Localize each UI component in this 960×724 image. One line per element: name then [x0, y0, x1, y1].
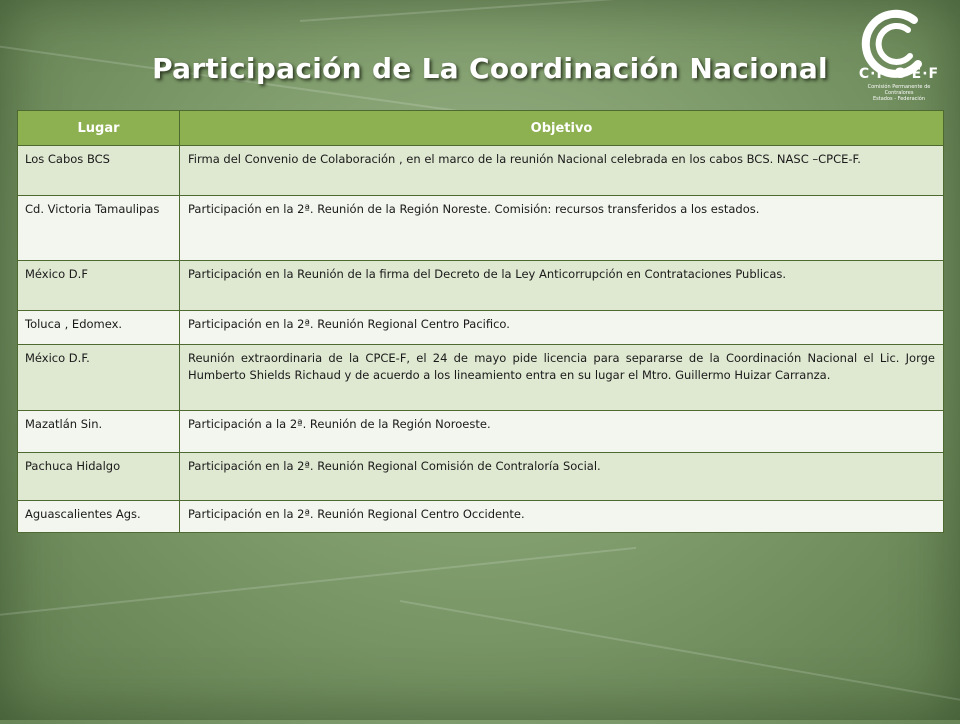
cell-lugar: Mazatlán Sin. [18, 411, 180, 453]
table-row [18, 501, 944, 533]
cell-lugar: Aguascalientes Ags. [18, 501, 180, 533]
slide-title: Participación de La Coordinación Nacional [152, 52, 828, 85]
logo-subtitle [856, 84, 942, 102]
cpcef-logo-icon [852, 6, 942, 96]
cell-lugar: Los Cabos BCS [18, 146, 180, 196]
logo-name: C·P·C·E·F [858, 66, 940, 82]
table-row [18, 311, 944, 345]
table-row [18, 146, 944, 196]
header-objetivo: Objetivo [180, 111, 944, 146]
table-row [18, 345, 944, 411]
cell-lugar: México D.F. [18, 345, 180, 411]
table-row [18, 196, 944, 261]
cell-objetivo: Reunión extraordinaria de la CPCE-F, el 24 de mayo pide licencia para separarse de la Coordinación Nacional el Lic. Jorge Humberto Shields Richaud y de acuerdo a los lineamiento entra en su lugar el Mtro. Guillermo Huizar Carranza. [180, 345, 944, 411]
decor-streak [400, 600, 960, 724]
cell-objetivo: Firma del Convenio de Colaboración , en el marco de la reunión Nacional celebrada en los cabos BCS. NASC –CPCE-F. [180, 146, 944, 196]
table-header-row [18, 111, 944, 146]
table-row [18, 411, 944, 453]
logo-subtitle-line2: Estados - Federación [872, 96, 926, 102]
cell-objetivo: Participación en la 2ª. Reunión Regional Centro Pacifico. [180, 311, 944, 345]
table-row [18, 261, 944, 311]
logo-subtitle-line1: Comisión Permanente de Contralores [867, 84, 931, 96]
header-lugar: Lugar [18, 111, 180, 146]
decor-streak [0, 547, 636, 622]
cell-lugar: Toluca , Edomex. [18, 311, 180, 345]
cell-lugar: Cd. Victoria Tamaulipas [18, 196, 180, 261]
cell-objetivo: Participación en la Reunión de la firma del Decreto de la Ley Anticorrupción en Contrataciones Publicas. [180, 261, 944, 311]
table-row [18, 453, 944, 501]
cell-objetivo: Participación en la 2ª. Reunión de la Región Noreste. Comisión: recursos transferidos a los estados. [180, 196, 944, 261]
cell-lugar: México D.F [18, 261, 180, 311]
participation-table [17, 110, 944, 533]
cell-objetivo: Participación en la 2ª. Reunión Regional Centro Occidente. [180, 501, 944, 533]
cell-objetivo: Participación a la 2ª. Reunión de la Región Noroeste. [180, 411, 944, 453]
cell-lugar: Pachuca Hidalgo [18, 453, 180, 501]
cell-objetivo: Participación en la 2ª. Reunión Regional Comisión de Contraloría Social. [180, 453, 944, 501]
